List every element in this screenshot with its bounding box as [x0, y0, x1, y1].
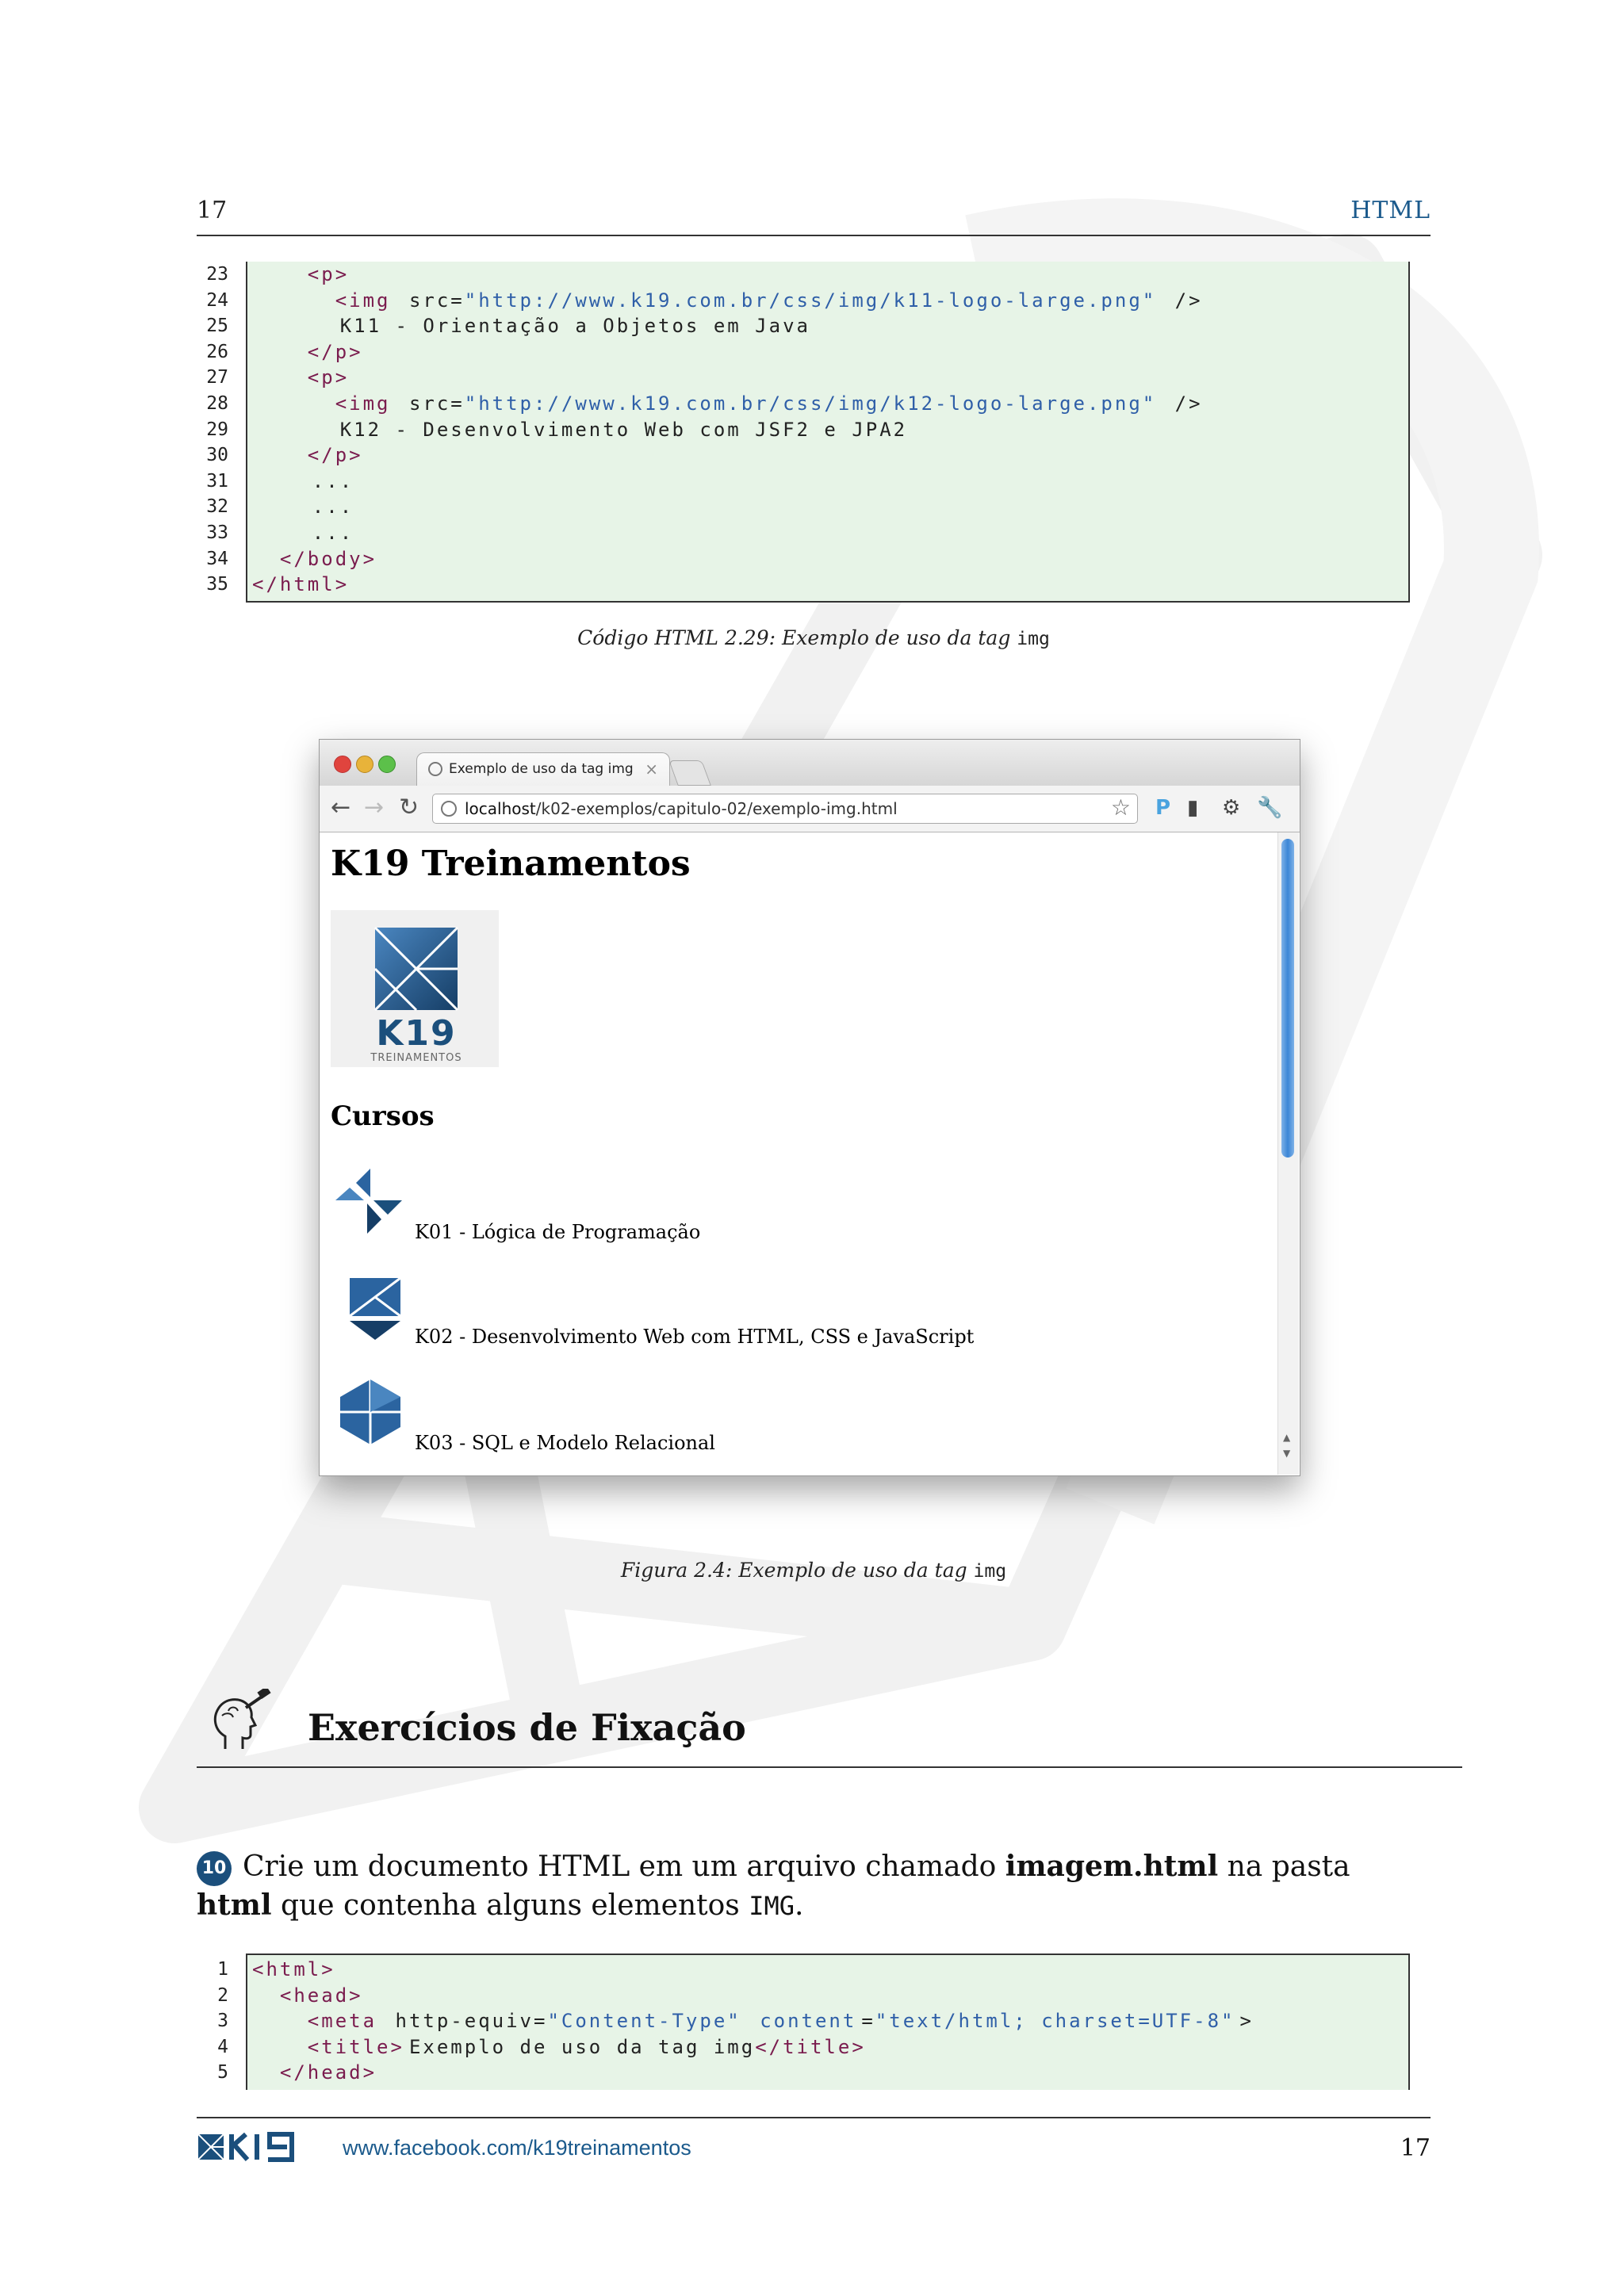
k19-footer-logo: [198, 2131, 320, 2163]
browser-window: [319, 739, 1300, 1476]
code-line-number: 4: [217, 2036, 228, 2057]
code-line: [206, 442, 1408, 469]
exercise-text: na pasta: [1218, 1850, 1350, 1883]
code-listing-2: [217, 1954, 1410, 2090]
code-line: [206, 494, 1408, 520]
mobile-extension-icon[interactable]: ▮: [1187, 796, 1199, 820]
minimize-window-button[interactable]: [356, 756, 373, 773]
code-line-number: 3: [217, 2011, 228, 2032]
course-k01-icon: [332, 1165, 408, 1237]
header-chapter-title: HTML: [1350, 197, 1431, 224]
course-k02-icon: [332, 1273, 408, 1345]
back-arrow-icon[interactable]: ←: [331, 794, 351, 821]
code-line-text: ...: [312, 521, 354, 544]
code-line-number: 35: [206, 574, 228, 595]
browser-viewport: [320, 832, 1276, 1475]
code-line: [206, 365, 1408, 391]
logo-k19-text: K19: [376, 1013, 457, 1054]
code-caption: [197, 626, 1431, 649]
reload-icon[interactable]: ↻: [399, 794, 419, 821]
extension-p-icon[interactable]: P: [1155, 796, 1171, 820]
code-line-text: <p>: [307, 366, 350, 389]
browser-titlebar: [320, 740, 1300, 786]
code-line-number: 29: [206, 419, 228, 440]
footer-url-link[interactable]: www.facebook.com/k19treinamentos: [343, 2136, 691, 2160]
code-line: [217, 2034, 1408, 2061]
browser-toolbar: [320, 786, 1300, 832]
code-line: [217, 1983, 1408, 2009]
scrollbar-thumb[interactable]: [1281, 839, 1294, 1158]
site-title: K19 Treinamentos: [331, 844, 691, 884]
gear-icon[interactable]: ⚙: [1222, 796, 1241, 820]
course-k03-label: K03 - SQL e Modelo Relacional: [415, 1432, 715, 1454]
close-window-button[interactable]: [334, 756, 351, 773]
code-line-number: 31: [206, 470, 228, 492]
running-header: [197, 195, 1431, 236]
code-line-number: 25: [206, 316, 228, 337]
code-line-text: </body>: [279, 547, 377, 570]
code-line-number: 30: [206, 445, 228, 466]
exercise-text: que contenha alguns elementos: [271, 1889, 749, 1922]
wrench-icon[interactable]: 🔧: [1257, 796, 1283, 820]
globe-icon: [441, 801, 457, 817]
exercise-text: .: [795, 1889, 804, 1922]
code-line: [206, 469, 1408, 495]
scroll-up-arrow-icon[interactable]: ▲: [1283, 1432, 1291, 1443]
code-line: [217, 1957, 1408, 1983]
code-line-text: ...: [312, 496, 354, 519]
code-line-number: 34: [206, 548, 228, 569]
code-line-number: 24: [206, 289, 228, 311]
zoom-window-button[interactable]: [378, 756, 396, 773]
code-line: [206, 572, 1408, 598]
code-line-text: <head>: [279, 1984, 363, 2007]
code-line-number: 33: [206, 522, 228, 543]
exercise-filename: imagem.html: [1005, 1850, 1219, 1883]
course-k01-label: K01 - Lógica de Programação: [415, 1221, 701, 1243]
code-caption-code: img: [1017, 629, 1050, 649]
code-line-text: <img src="http://www.k19.com.br/css/img/k11-logo-large.png" />: [335, 289, 1203, 312]
code-line-number: 23: [206, 264, 228, 285]
code-line: [206, 520, 1408, 546]
code-line: [206, 417, 1408, 443]
code-line: [206, 313, 1408, 339]
course-k03-icon: [332, 1376, 408, 1448]
exercise-number-badge: 10: [197, 1851, 232, 1886]
code-line-text: </head>: [279, 2061, 377, 2084]
code-line-text: <meta http-equiv="Content-Type" content ="text/html; charset=UTF-8" >: [307, 2010, 1254, 2033]
code-line-number: 32: [206, 496, 228, 518]
code-line: [206, 391, 1408, 417]
code-line: [206, 339, 1408, 365]
code-line-number: 2: [217, 1984, 228, 2006]
code-line-text: K11 - Orientação a Objetos em Java: [339, 315, 810, 338]
code-line-number: 28: [206, 392, 228, 414]
globe-icon: [428, 762, 442, 776]
header-page-number: 17: [197, 197, 228, 224]
code-listing-1: [206, 262, 1410, 603]
close-tab-icon[interactable]: ×: [645, 760, 658, 779]
code-line-text: <html>: [252, 1958, 335, 1980]
exercise-text: Crie um documento HTML em um arquivo chamado: [243, 1850, 1005, 1883]
exercise-folder: html: [197, 1888, 272, 1922]
code-line-text: ...: [312, 469, 354, 492]
code-line-text: <title> Exemplo de uso da tag img</title>: [307, 2035, 866, 2058]
url-host: localhost: [465, 799, 536, 818]
code-line: [217, 2008, 1408, 2034]
course-k02-label: K02 - Desenvolvimento Web com HTML, CSS e JavaScript: [415, 1326, 975, 1348]
code-line-text: </p>: [307, 444, 363, 467]
exercise-code: IMG: [749, 1891, 795, 1921]
exercise-10: [197, 1847, 1431, 1925]
code-line: [206, 288, 1408, 314]
page-footer: [197, 2117, 1431, 2174]
address-bar[interactable]: [432, 794, 1138, 824]
browser-tab[interactable]: [416, 752, 670, 786]
bookmark-star-icon[interactable]: ☆: [1110, 794, 1131, 821]
code-line: [206, 262, 1408, 288]
section-title: Exercícios de Fixação: [308, 1706, 746, 1749]
vertical-scrollbar[interactable]: [1277, 832, 1299, 1475]
code-line-number: 26: [206, 341, 228, 362]
code-line: [217, 2060, 1408, 2086]
code-line-text: </p>: [307, 340, 363, 363]
thinking-head-hammer-icon: [208, 1689, 271, 1752]
code-line-number: 27: [206, 367, 228, 388]
forward-arrow-icon[interactable]: →: [364, 794, 385, 821]
footer-page-number: 17: [1400, 2134, 1431, 2162]
k19-logo-image: [331, 910, 499, 1067]
code-line-number: 1: [217, 1959, 228, 1980]
new-tab-button[interactable]: [668, 760, 711, 786]
code-line-text: K12 - Desenvolvimento Web com JSF2 e JPA2: [339, 418, 908, 441]
figure-caption-text: Figura 2.4: Exemplo de uso da tag: [620, 1559, 974, 1582]
code-line-text: <img src="http://www.k19.com.br/css/img/k12-logo-large.png" />: [335, 392, 1203, 415]
code-line-text: <p>: [307, 263, 350, 285]
code-line-number: 5: [217, 2062, 228, 2084]
address-url: [465, 799, 898, 818]
code-line-text: </html>: [252, 573, 350, 596]
code-caption-text: Código HTML 2.29: Exemplo de uso da tag: [577, 626, 1017, 649]
courses-heading: Cursos: [331, 1100, 435, 1132]
code-line: [206, 546, 1408, 572]
figure-caption-code: img: [973, 1561, 1007, 1582]
figure-caption: [197, 1559, 1431, 1582]
url-path: /k02-exemplos/capitulo-02/exemplo-img.html: [535, 799, 898, 818]
logo-subtext: TREINAMENTOS: [370, 1052, 462, 1064]
browser-tab-title: Exemplo de uso da tag img: [449, 761, 634, 777]
scroll-down-arrow-icon[interactable]: ▼: [1283, 1448, 1291, 1459]
exercises-section-header: [197, 1686, 1462, 1768]
